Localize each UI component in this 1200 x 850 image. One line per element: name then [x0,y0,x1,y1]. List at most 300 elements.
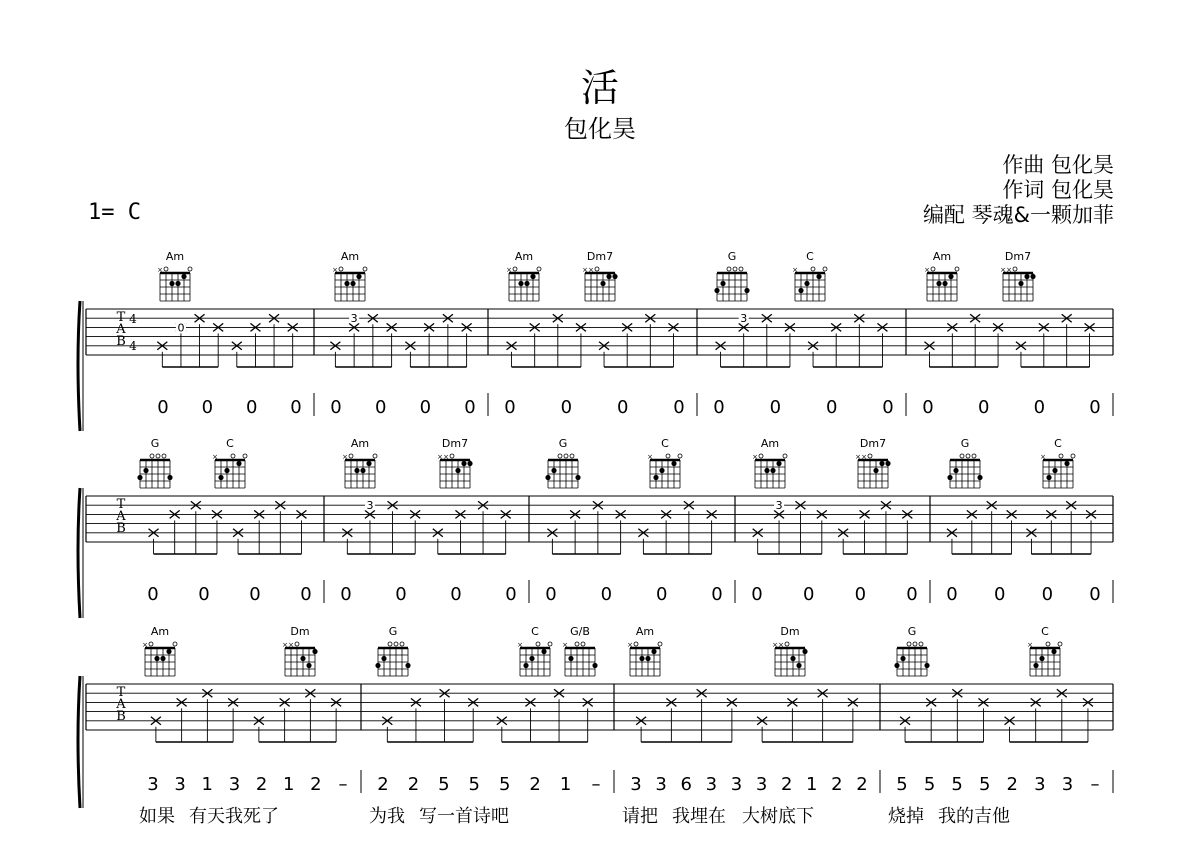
jianpu-note: 6 [680,774,692,795]
jianpu-note: 1 [201,774,214,795]
chord-dot [455,468,460,473]
chord-dot [366,461,371,466]
jianpu-note: 0 [505,584,517,605]
jianpu-note: 0 [201,397,214,418]
chord-dot [651,649,656,654]
chord-dot [137,475,142,480]
jianpu-note: 0 [711,584,723,605]
chord-name: C [661,437,669,450]
muted-string: × [855,453,861,461]
muted-string: × [506,266,512,274]
chord-dot [764,468,769,473]
chord-name: C [1041,625,1049,638]
chord-dot [181,274,186,279]
tab-measure [713,312,893,418]
chord-dot [924,663,929,668]
open-string [783,454,787,458]
chord-dot [776,461,781,466]
open-string [931,267,935,271]
chord-dot [645,656,650,661]
chord-diagram [1040,437,1075,488]
open-string [564,454,568,458]
open-string [1058,642,1062,646]
open-string [373,454,377,458]
jianpu-note: 0 [300,584,312,605]
credit-role: 作曲 [1002,153,1045,177]
jianpu-note: 0 [616,397,629,418]
jianpu-note: 0 [802,584,815,605]
jianpu-note: 1 [559,774,572,795]
chord-name: Dm7 [1004,250,1032,263]
chord-diagram [894,625,929,676]
chord-dot [312,649,317,654]
chord-name: Dm7 [586,250,614,263]
open-string [785,642,789,646]
chord-diagram [137,437,172,488]
chord-dot [524,281,529,286]
chord-dot [529,656,534,661]
chord-dot [953,468,958,473]
chord-dot [770,468,775,473]
chord-dot [1052,468,1057,473]
muted-string: × [437,453,443,461]
tab-measure [504,314,684,418]
muted-string: × [627,641,633,649]
lyric-text: 大树底下 [742,806,814,827]
chord-name: C [531,625,539,638]
lyric-text: 我埋在 [672,806,726,827]
fret-number: 3 [350,312,358,326]
tab-measure [545,501,722,605]
jianpu-note: 2 [529,774,541,795]
chord-dot [744,288,749,293]
chord-dot [356,274,361,279]
song-title: 活 [580,66,619,110]
jianpu-note: 0 [1089,584,1101,605]
chord-diagram [157,250,192,301]
open-string [955,267,959,271]
jianpu-note: 0 [504,397,516,418]
open-string [759,454,763,458]
muted-string: × [288,641,294,649]
chord-name: G [388,625,398,638]
chord-dot [375,663,380,668]
chord-diagram [627,625,662,676]
jianpu-note: 0 [977,397,990,418]
chord-diagram [506,250,541,301]
jianpu-note: – [1090,774,1100,795]
chord-dot [166,649,171,654]
open-string [537,267,541,271]
jianpu-note: 0 [464,397,476,418]
fret-number: 3 [366,499,374,513]
chord-dot [354,468,359,473]
jianpu-note: 2 [780,774,793,795]
open-string [536,642,540,646]
jianpu-note: 3 [730,774,743,795]
open-string [1071,454,1075,458]
jianpu-note: – [338,774,348,795]
jianpu-note: 2 [377,774,389,795]
open-string [678,454,682,458]
chord-diagram [582,250,618,301]
chord-dot [671,461,676,466]
jianpu-note: 3 [630,774,642,795]
chord-name: Am [150,625,170,638]
jianpu-note: 3 [755,774,768,795]
chord-name: G [907,625,917,638]
chord-dot [1018,281,1023,286]
muted-string: × [562,641,568,649]
jianpu-note: 3 [705,774,718,795]
chord-name: Am [932,250,952,263]
open-string [173,642,177,646]
chord-dot [160,656,165,661]
open-string [913,642,917,646]
open-string [960,454,964,458]
chord-dot [350,281,355,286]
chord-dot [568,656,573,661]
credit-name: 包化昊 [1051,178,1114,202]
chord-dot [523,663,528,668]
jianpu-note: 0 [854,584,867,605]
chord-dot [518,281,523,286]
lyric-text: 为我 [369,806,405,827]
credit-name: 琴魂&一颗加菲 [971,203,1114,227]
lyric-text: 如果 [139,806,175,827]
chord-dot [885,461,890,466]
open-string [295,642,299,646]
chord-diagram [772,625,808,676]
chord-diagram [1027,625,1062,676]
jianpu-note: 0 [450,584,462,605]
tab-measure [340,499,516,605]
chord-dot [461,461,466,466]
chord-dot [1030,274,1035,279]
open-string [1059,454,1063,458]
muted-string: × [647,453,653,461]
chord-dot [467,461,472,466]
jianpu-note: – [591,774,601,795]
chord-dot [306,663,311,668]
chord-dot [816,274,821,279]
jianpu-note: 3 [1061,774,1074,795]
jianpu-note: 0 [290,397,302,418]
chord-dot [720,281,725,286]
open-string [666,454,670,458]
chord-dot [948,274,953,279]
tab-clef-letter: B [116,709,126,724]
tab-measure [888,689,1100,827]
chord-diagram [342,437,377,488]
chord-name: G [960,437,970,450]
jianpu-note: 2 [310,774,322,795]
tab-measure [330,312,475,418]
jianpu-note: 0 [249,584,261,605]
chord-dot [154,656,159,661]
chord-dot [405,663,410,668]
open-string [595,267,599,271]
chord-dot [592,663,597,668]
jianpu-note: 0 [922,397,934,418]
chord-dot [900,656,905,661]
chord-dot [218,475,223,480]
key-signature: 1= C [88,200,141,225]
jianpu-note: 0 [340,584,352,605]
jianpu-note: 1 [282,774,295,795]
chord-dot [169,281,174,286]
song-artist: 包化昊 [564,115,636,143]
jianpu-note: 3 [655,774,667,795]
jianpu-note: 0 [825,397,838,418]
chord-diagram [647,437,682,488]
chord-name: G [558,437,568,450]
jianpu-note: 2 [255,774,268,795]
chord-dot [879,461,884,466]
chord-dot [360,468,365,473]
tab-system [78,625,1113,827]
open-string [919,642,923,646]
lyric-text: 写一首诗吧 [419,806,509,827]
open-string [394,642,398,646]
jianpu-note: 0 [198,584,210,605]
tab-clef-letter: T [116,497,126,512]
chord-diagram [212,437,247,488]
tab-clef-letter: B [116,334,126,349]
chord-dot [1024,274,1029,279]
jianpu-note: 3 [1034,774,1046,795]
jianpu-note: 5 [951,774,963,795]
tab-clef-letter: A [116,697,126,712]
lyric-text: 我的吉他 [938,806,1010,827]
tab-measure [922,314,1100,418]
jianpu-note: 2 [1006,774,1019,795]
tab-measure [369,689,601,827]
chord-dot [381,656,386,661]
muted-string: × [1006,266,1012,274]
open-string [575,642,579,646]
muted-string: × [861,453,867,461]
jianpu-note: 0 [906,584,918,605]
jianpu-note: 0 [946,584,958,605]
chord-name: Dm7 [441,437,469,450]
chord-dot [236,461,241,466]
muted-string: × [342,453,348,461]
open-string [150,454,154,458]
chord-dot [551,468,556,473]
chord-dot [344,281,349,286]
chord-name: Am [340,250,360,263]
jianpu-note: 3 [147,774,159,795]
tab-clef-letter: A [116,509,126,524]
open-string [570,454,574,458]
chord-diagram [517,625,552,676]
open-string [1013,267,1017,271]
open-string [400,642,404,646]
chord-dot [947,475,952,480]
chord-dot [1064,461,1069,466]
chord-name: G [150,437,160,450]
chord-name: Am [760,437,780,450]
tab-system [78,437,1113,618]
open-string [823,267,827,271]
chord-diagram [282,625,318,676]
open-string [243,454,247,458]
tab-measure [622,689,868,827]
chord-name: Am [165,250,185,263]
fret-number: 3 [775,499,783,513]
lyric-text: 请把 [622,806,658,827]
jianpu-note: 0 [655,584,668,605]
open-string [581,642,585,646]
jianpu-note: 2 [407,774,420,795]
open-string [1046,642,1050,646]
jianpu-note: 0 [882,397,894,418]
muted-string: × [212,453,218,461]
chord-name: Dm7 [859,437,887,450]
chord-diagram [375,625,410,676]
chord-name: Dm [290,625,310,638]
lyric-text: 有天我死了 [189,806,279,827]
tab-clef-letter: T [116,310,126,325]
open-string [363,267,367,271]
open-string [339,267,343,271]
jianpu-note: 0 [157,397,169,418]
chord-dot [606,274,611,279]
chord-dot [977,475,982,480]
credit-role: 作词 [1002,178,1045,202]
chord-dot [942,281,947,286]
jianpu-note: 2 [831,774,843,795]
open-string [162,454,166,458]
jianpu-note: 5 [978,774,991,795]
chord-dot [659,468,664,473]
chord-diagram [562,625,598,676]
chord-dot [575,475,580,480]
open-string [450,454,454,458]
muted-string: × [443,453,449,461]
jianpu-note: 3 [228,774,241,795]
muted-string: × [517,641,523,649]
chord-name: Am [514,250,534,263]
system-bracket [78,301,80,431]
chord-diagram [924,250,959,301]
tab-time-bottom: 4 [129,339,137,353]
credit-role: 编配 [922,203,965,227]
chord-dot [802,649,807,654]
muted-string: × [332,266,338,274]
chord-dot [612,274,617,279]
muted-string: × [282,641,288,649]
chord-dot [639,656,644,661]
chord-dot [600,281,605,286]
chord-dot [894,663,899,668]
jianpu-note: 0 [395,584,407,605]
tab-time-top: 4 [129,312,137,326]
muted-string: × [792,266,798,274]
chord-dot [873,468,878,473]
tab-measure [751,499,917,605]
muted-string: × [924,266,930,274]
open-string [634,642,638,646]
jianpu-note: 1 [806,774,818,795]
open-string [188,267,192,271]
jianpu-note: 0 [545,584,557,605]
jianpu-note: 5 [923,774,936,795]
chord-name: C [1054,437,1062,450]
muted-string: × [1040,453,1046,461]
fret-number: 0 [177,321,185,335]
chord-diagram [142,625,177,676]
open-string [907,642,911,646]
open-string [972,454,976,458]
jianpu-note: 0 [993,584,1006,605]
open-string [149,642,153,646]
credit-name: 包化昊 [1051,153,1114,177]
jianpu-note: 2 [856,774,868,795]
chord-dot [714,288,719,293]
chord-dot [143,468,148,473]
tab-measure [946,501,1100,605]
tab-clef-letter: T [116,685,126,700]
open-string [868,454,872,458]
chord-name: C [226,437,234,450]
chord-dot [545,475,550,480]
muted-string: × [1000,266,1006,274]
chord-dot [175,281,180,286]
system-bracket [78,676,80,808]
chord-dot [796,663,801,668]
chord-diagram [1000,250,1036,301]
chord-diagram [545,437,580,488]
chord-dot [1033,663,1038,668]
tab-measure [157,314,301,418]
chord-name: G [727,250,737,263]
open-string [733,267,737,271]
open-string [739,267,743,271]
jianpu-note: 0 [1089,397,1101,418]
lyric-text: 烧掉 [888,806,924,827]
jianpu-note: 0 [673,397,685,418]
open-string [658,642,662,646]
jianpu-note: 0 [147,584,159,605]
tab-measure [147,501,311,605]
fret-number: 3 [740,312,748,326]
muted-string: × [157,266,163,274]
chord-dot [1051,649,1056,654]
jianpu-note: 5 [438,774,450,795]
open-string [966,454,970,458]
muted-string: × [588,266,594,274]
jianpu-note: 0 [1033,397,1046,418]
tab-clef-letter: A [116,322,126,337]
chord-name: Dm [780,625,800,638]
chord-diagram [714,250,749,301]
muted-string: × [772,641,778,649]
chord-dot [653,475,658,480]
jianpu-note: 0 [1041,584,1054,605]
chord-name: Am [350,437,370,450]
open-string [727,267,731,271]
jianpu-note: 0 [245,397,258,418]
jianpu-note: 0 [560,397,573,418]
chord-name: C [806,250,814,263]
jianpu-note: 0 [600,584,613,605]
chord-diagram [855,437,891,488]
chord-diagram [947,437,982,488]
chord-diagram [752,437,787,488]
open-string [811,267,815,271]
